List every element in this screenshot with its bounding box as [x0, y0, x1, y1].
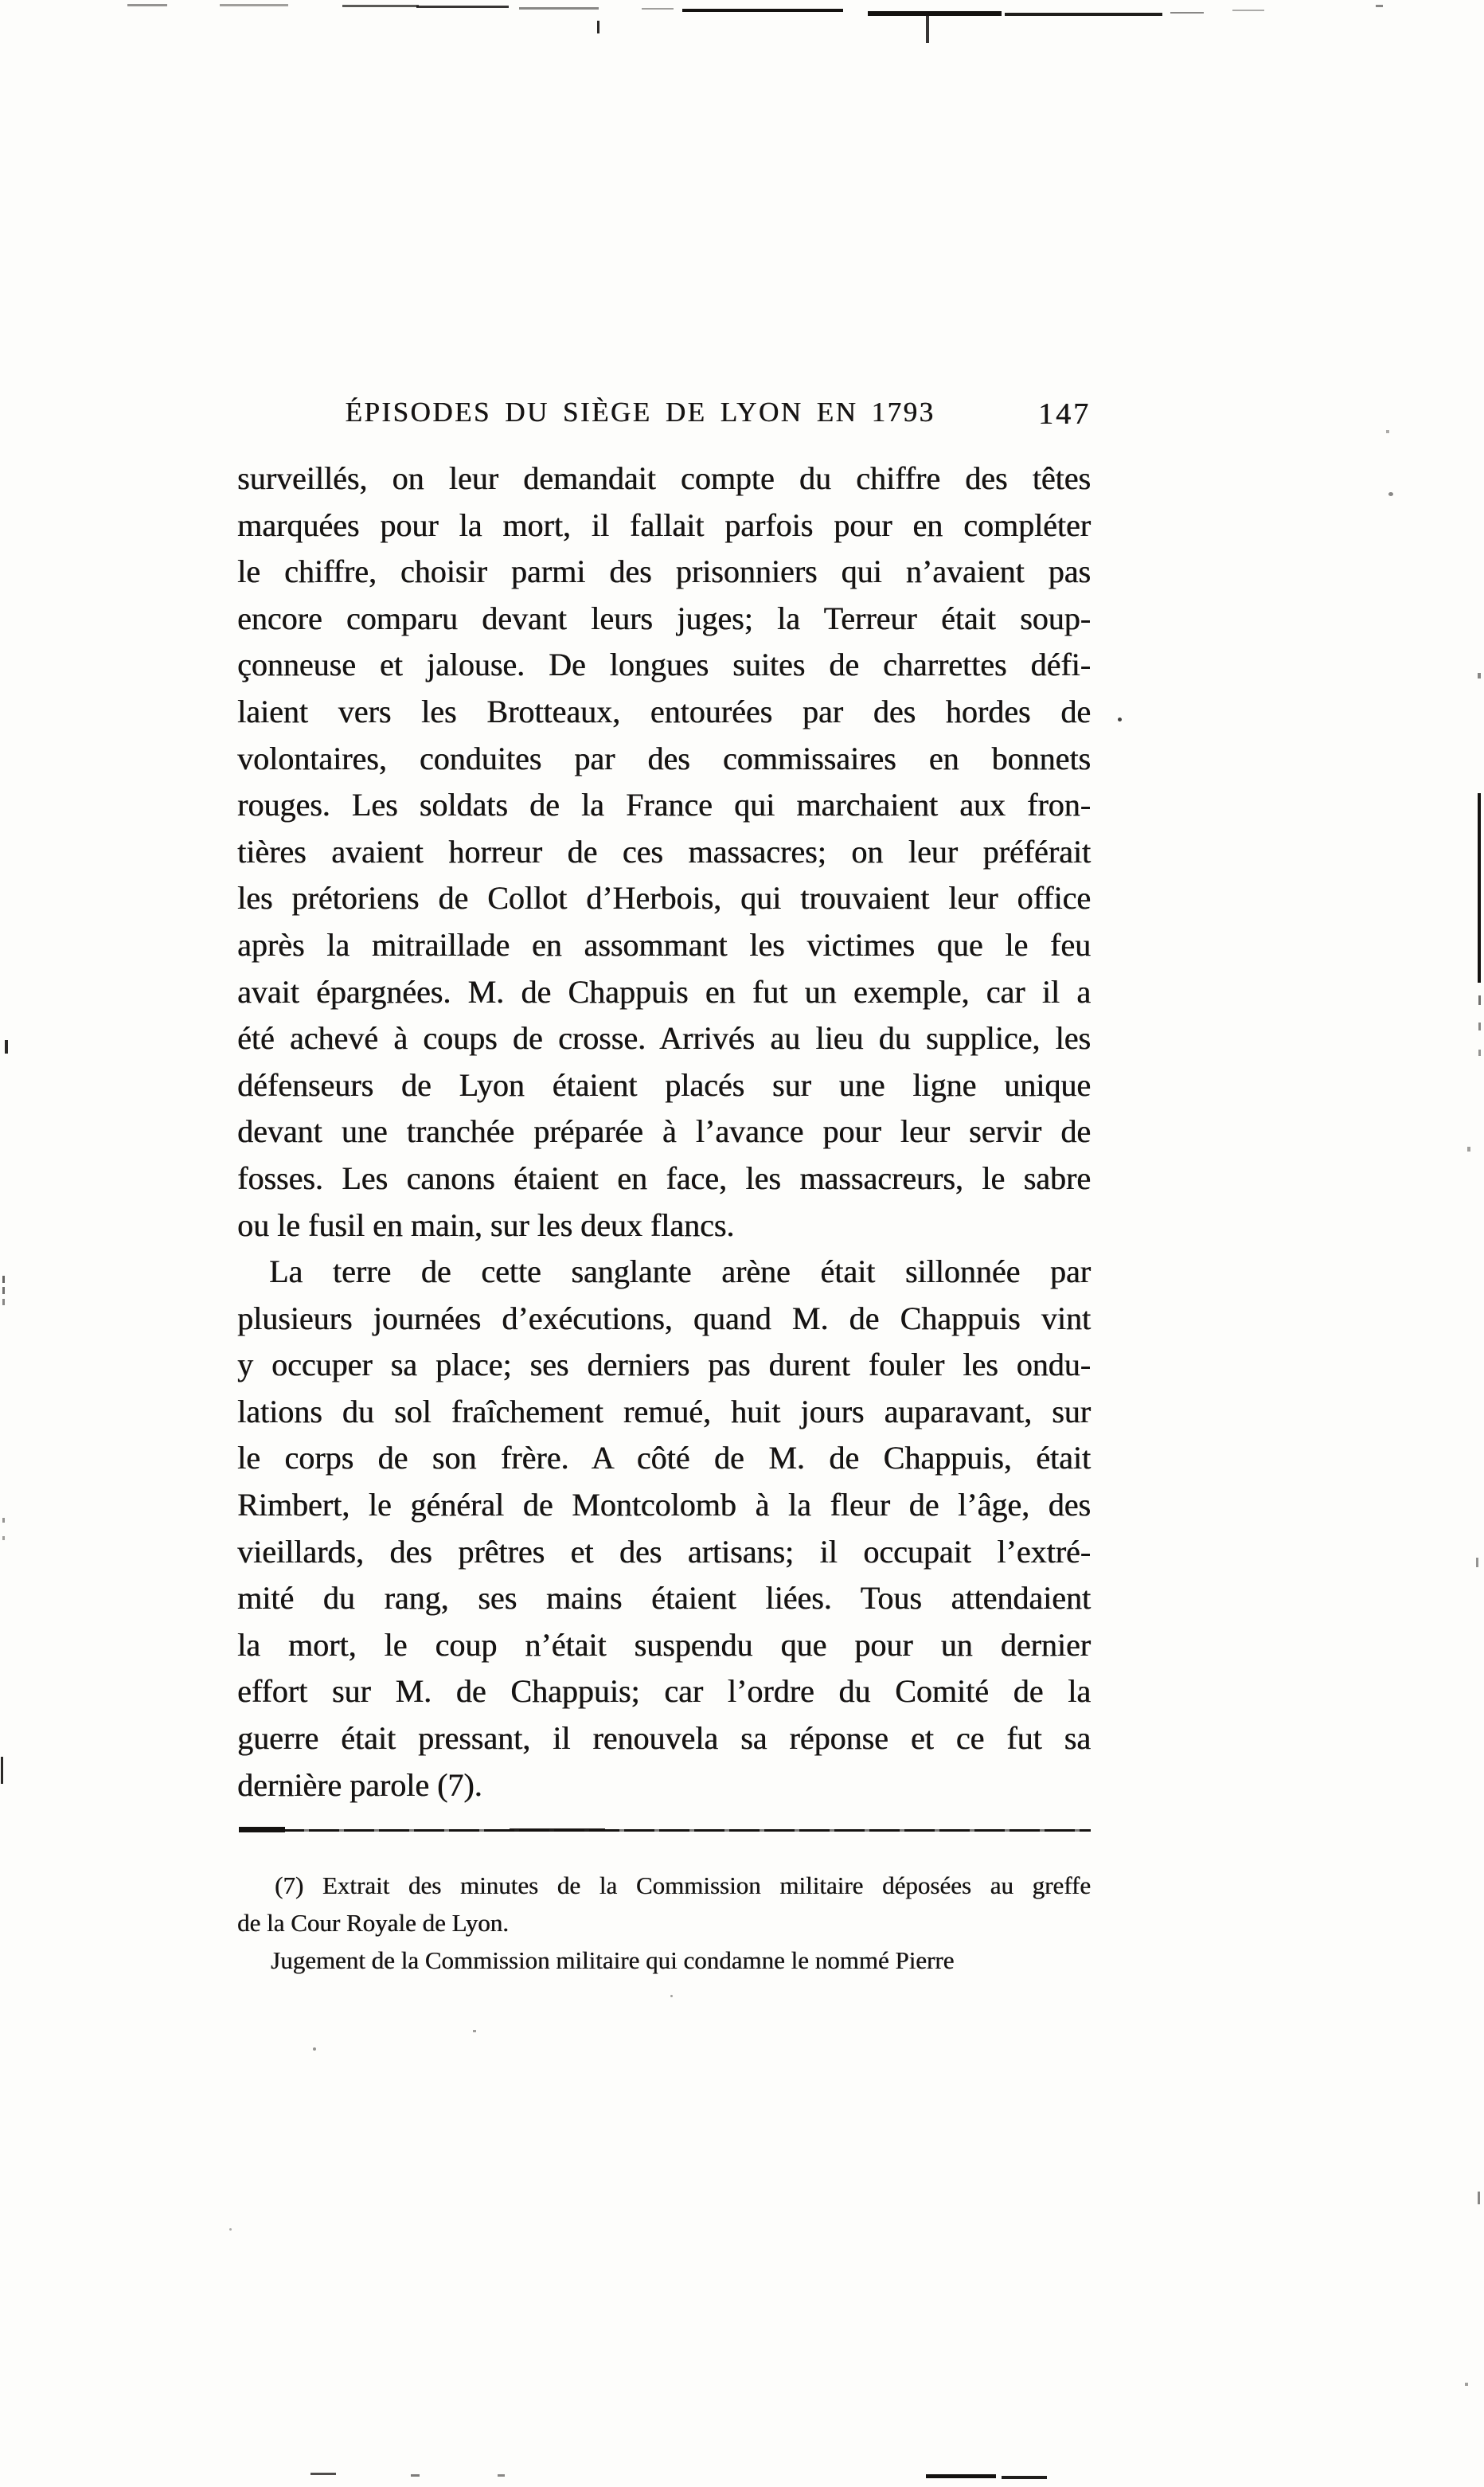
text-line: vieillards, des prêtres et des artisans; il occupait l’extré- [237, 1533, 1091, 1570]
footnote [237, 1867, 1091, 1979]
text-line: surveillés, on leur demandait compte du chiffre des têtes [237, 460, 1091, 496]
scan-mark [416, 6, 509, 8]
scan-mark [868, 11, 1002, 16]
scan-mark [1478, 887, 1481, 894]
scan-mark [1118, 718, 1122, 721]
scan-mark [220, 4, 288, 6]
text-line: çonneuse et jalouse. De longues suites de charrettes défi- [237, 647, 1091, 683]
scan-mark [2, 1299, 5, 1305]
scan-mark [1478, 673, 1481, 678]
text-line: plusieurs journées d’exécutions, quand M. de Chappuis vint [237, 1300, 1091, 1336]
scan-mark [1388, 492, 1393, 496]
scan-mark [1386, 430, 1389, 433]
text-line: effort sur M. de Chappuis; car l’ordre du Comité de la [237, 1673, 1091, 1710]
scan-mark [342, 5, 419, 7]
scan-mark [127, 4, 167, 6]
text-line: tières avaient horreur de ces massacres; on leur préférait [237, 833, 1091, 870]
footnote-line: Jugement de la Commission militaire qui condamne le nommé Pierre [271, 1946, 955, 1974]
scan-mark [229, 2228, 232, 2231]
text-line: ou le fusil en main, sur les deux flancs. [237, 1206, 735, 1243]
footnote-separator [239, 1829, 1091, 1832]
text-line: devant une tranchée préparée à l’avance pour leur servir de [237, 1113, 1091, 1150]
text-line: défenseurs de Lyon étaient placés sur une ligne unique [237, 1066, 1091, 1103]
scan-mark [1, 1757, 3, 1784]
footnote-line: (7) Extrait des minutes de la Commission militaire déposées au greffe [275, 1871, 1091, 1899]
text-line: avait épargnées. M. de Chappuis en fut un exemple, car il a [237, 973, 1091, 1010]
text-line: après la mitraillade en assommant les victimes que le feu [237, 926, 1091, 963]
scan-mark [1170, 12, 1204, 14]
scan-mark [670, 1995, 673, 1997]
text-line: les prétoriens de Collot d’Herbois, qui trouvaient leur office [237, 880, 1091, 917]
text-line: lations du sol fraîchement remué, huit jours auparavant, sur [237, 1393, 1091, 1429]
body-text [237, 456, 1091, 1809]
scan-mark [5, 1040, 8, 1054]
text-line: mité du rang, ses mains étaient liées. Tous attendaient [237, 1580, 1091, 1617]
text-line: été achevé à coups de crosse. Arrivés au lieu du supplice, les [237, 1020, 1091, 1057]
scan-mark [473, 2030, 476, 2032]
scan-mark [2, 1536, 5, 1540]
text-line: la mort, le coup n’était suspendu que pour un dernier [237, 1626, 1091, 1663]
text-line: guerre était pressant, il renouvela sa réponse et ce fut sa [237, 1720, 1091, 1757]
text-line: marquées pour la mort, il fallait parfois pour en compléter [237, 506, 1091, 543]
text-line: fosses. Les canons étaient en face, les massacreurs, le sabre [237, 1159, 1091, 1196]
scan-mark [310, 2473, 336, 2475]
scan-mark [411, 2474, 420, 2477]
scan-mark [1376, 5, 1383, 7]
scan-mark [926, 16, 929, 43]
scan-mark [2, 1518, 5, 1523]
scan-mark [2, 1276, 5, 1283]
footnote-separator-thick [510, 1828, 605, 1832]
scan-mark [1002, 2476, 1047, 2479]
scan-mark [1476, 1558, 1478, 1567]
scan-mark [498, 2474, 505, 2477]
scan-mark [1465, 2383, 1468, 2386]
text-line: Rimbert, le général de Montcolomb à la fleur de l’âge, des [237, 1487, 1091, 1523]
page-header [237, 397, 1091, 438]
text-line: encore comparu devant leurs juges; la Terreur était soup- [237, 600, 1091, 636]
scan-mark [1478, 2192, 1480, 2204]
scan-mark [682, 9, 843, 12]
text-line: volontaires, conduites par des commissaires en bonnets [237, 740, 1091, 776]
scan-mark [313, 2047, 316, 2051]
scan-mark [519, 7, 599, 10]
scan-mark [1005, 13, 1162, 16]
text-line: le chiffre, choisir parmi des prisonniers qui n’avaient pas [237, 553, 1091, 590]
scan-mark [1478, 995, 1481, 1005]
text-line: laient vers les Brotteaux, entourées par des hordes de [237, 693, 1091, 729]
scan-mark [1467, 1147, 1470, 1152]
scan-mark [1478, 1050, 1481, 1056]
scan-mark [2, 1287, 5, 1294]
footnote-line: de la Cour Royale de Lyon. [237, 1909, 509, 1937]
scan-mark [926, 2474, 996, 2478]
text-line: dernière parole (7). [237, 1766, 482, 1803]
text-line: le corps de son frère. A côté de M. de Chappuis, était [237, 1440, 1091, 1476]
text-line: rouges. Les soldats de la France qui marchaient aux fron- [237, 787, 1091, 823]
scan-mark [1478, 1023, 1481, 1030]
text-line: y occuper sa place; ses derniers pas durent fouler les ondu- [237, 1347, 1091, 1383]
scan-mark [597, 21, 599, 33]
scan-mark [642, 8, 674, 10]
footnote-separator-cap [239, 1827, 285, 1832]
text-line: La terre de cette sanglante arène était sillonnée par [269, 1253, 1091, 1290]
page-number: 147 [1038, 397, 1091, 431]
scan-mark [1232, 10, 1264, 11]
running-title: ÉPISODES DU SIÈGE DE LYON EN 1793 [345, 397, 935, 428]
